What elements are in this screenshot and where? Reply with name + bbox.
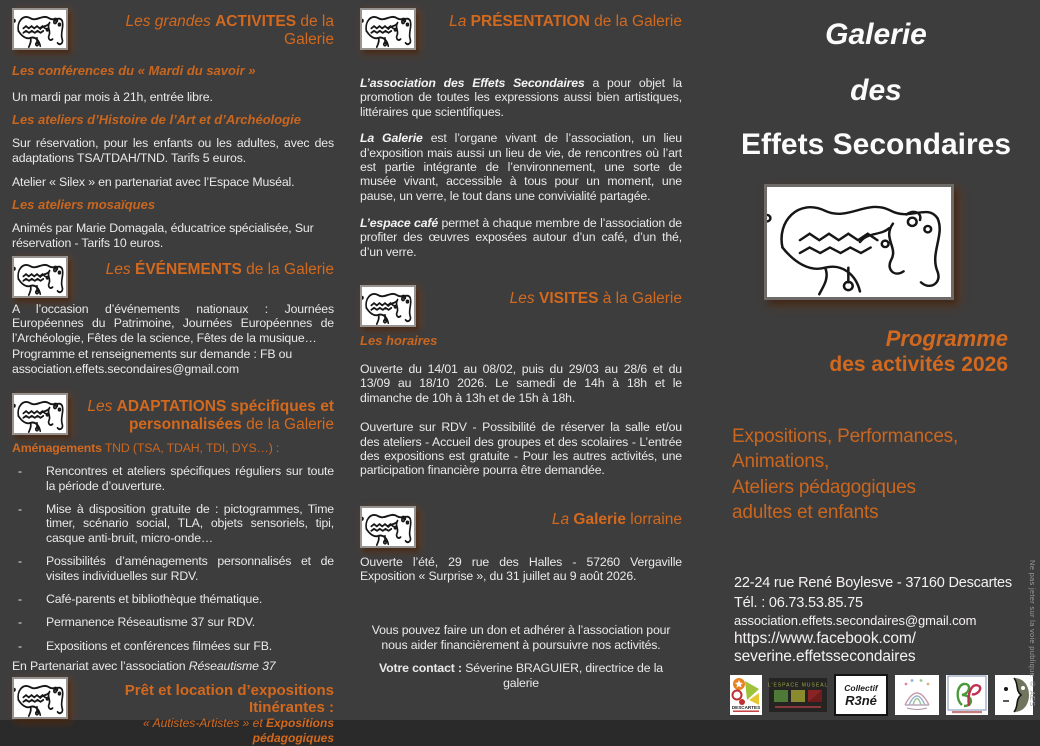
text-horaires: Ouverte du 14/01 au 08/02, puis du 29/03 au 28/6 et du 13/09 au 18/10 2026. Le samedi de 14h à 18h et le dimanche de 10h à 13h et de 15h à 18h. — [360, 362, 682, 405]
partner-logos-row — [730, 674, 1033, 716]
text-contact: Votre contact : Séverine BRAGUIER, directrice de la galerie — [379, 661, 663, 690]
list-item: - Rencontres et ateliers spécifiques réguliers sur toute la période d’ouverture. — [18, 464, 334, 493]
collectif-r3ne-logo — [834, 674, 888, 716]
section-pret-location — [12, 677, 334, 746]
tagline-line1: Expositions, Performances, — [732, 426, 959, 447]
gallery-lineart-icon — [360, 506, 416, 548]
cover-title-line2: des — [850, 74, 902, 107]
gallery-lineart-icon — [12, 393, 68, 435]
espace-museal-logo — [769, 678, 827, 712]
text-ateliers-histoire: Sur réservation, pour les enfants ou les adultes, avec des adaptations TSA/TDAH/TND. Tarifs 5 euros. — [12, 136, 334, 165]
programme-block — [829, 326, 1008, 379]
tagline-line3: Ateliers pédagogiques — [732, 476, 916, 498]
cover-title-line3: Effets Secondaires — [740, 128, 1012, 161]
dash-bullet: - — [18, 638, 22, 653]
tagline-line4: adultes et enfants — [732, 501, 879, 523]
list-item: - Expositions et conférences filmées sur FB. — [18, 638, 273, 653]
dash-bullet: - — [18, 591, 22, 606]
subhead-horaires: Les horaires — [360, 333, 438, 349]
email-line: association.effets.secondaires@gmail.com — [734, 613, 977, 629]
text-partenariat: En Partenariat avec l’association Réseautisme 37 — [12, 659, 276, 674]
section-evenements-title: Les ÉVÉNEMENTS de la Galerie — [105, 261, 334, 279]
facebook-url-line2: severine.effetssecondaires — [734, 647, 916, 665]
text-ateliers-mosaiques: Animés par Marie Domagala, éducatrice spécialisée, Sur réservation - Tarifs 10 euros. — [12, 221, 314, 250]
programme-line1: Programme — [885, 326, 1008, 351]
panel-cover — [712, 0, 1040, 720]
descartes-city-logo — [730, 675, 762, 715]
gallery-lineart-icon — [360, 8, 416, 50]
tagline-line2: Animations, — [732, 451, 830, 473]
programme-line2: des activités 2026 — [829, 353, 1008, 377]
section-visites-header — [360, 285, 682, 327]
pret-location-line1: Prêt et location d’expositions Itinérantes : — [124, 682, 334, 716]
text-galerie-lorraine: Ouverte l’été, 29 rue des Halles - 57260 Vergaville Exposition « Surprise », du 31 juillet au 9 août 2026. — [360, 554, 682, 584]
text-evenements: A l’occasion d’événements nationaux : Journées Européennes du Patrimoine, Journées Européennes de l’Archéologie, Fêtes de la science, Fêtes de la musique… — [12, 302, 334, 345]
address-line: 22-24 rue René Boylesve - 37160 Descartes — [734, 575, 1012, 591]
contact-block — [734, 574, 1034, 666]
facebook-url-line1: https://www.facebook.com/ — [734, 630, 916, 648]
section-activites-title: Les grandes ACTIVITES de la Galerie — [125, 13, 334, 48]
reseautisme-flowers-logo — [895, 675, 939, 715]
list-item: - Mise à disposition gratuite de : pictogrammes, Time timer, scénario social, TLA, objets sensoriels, tipi, casque anti-bruit, micro-onde… — [18, 502, 334, 545]
cover-lineart-image — [764, 184, 954, 300]
cover-tagline — [732, 424, 958, 525]
panel-presentation — [360, 0, 682, 728]
text-association: L’association des Effets Secondaires a pour objet la promotion de toutes les expressions aussi bien artistiques, littéraires que scientifiques. — [360, 76, 682, 119]
list-item: - Café-parents et bibliothèque thématique. — [18, 591, 263, 606]
adaptations-bullet-list — [12, 464, 334, 653]
svg-text:DESCARTES: DESCARTES — [731, 705, 761, 710]
list-item: - Possibilités d’aménagements personnalisés et de visites individuelles sur RDV. — [18, 554, 334, 583]
fineprint-vertical-text: Ne pas jeter sur la voie publique © AES — [1028, 560, 1037, 707]
list-item: - Permanence Réseautisme 37 sur RDV. — [18, 615, 256, 630]
dash-bullet: - — [18, 615, 22, 630]
section-adaptations-header — [12, 393, 334, 435]
bl-association-logo — [946, 675, 988, 715]
text-don-adhesion: Vous pouvez faire un don et adhérer à l’association pour nous aider financièrement à poursuivre nos activités. — [371, 623, 671, 652]
cover-title-line1: Galerie — [825, 18, 927, 51]
gallery-lineart-icon — [12, 677, 68, 719]
section-galerie-lorraine-header — [360, 506, 682, 548]
section-evenements-header — [12, 256, 334, 298]
panel-activites — [12, 0, 334, 746]
dash-bullet: - — [18, 502, 22, 517]
subhead-ateliers-histoire: Les ateliers d’Histoire de l’Art et d’Archéologie — [12, 112, 301, 128]
text-programme-demande: Programme et renseignements sur demande : FB ou association.effets.secondaires@gmail.com — [12, 347, 293, 376]
section-activites-header — [12, 8, 334, 50]
gallery-lineart-icon — [12, 8, 68, 50]
phone-line: Tél. : 06.73.53.85.75 — [734, 594, 863, 611]
text-la-galerie: La Galerie est l’organe vivant de l’association, un lieu d’exposition mais aussi un lieu de vie, de rencontres où l’art est partie intégrante de l’environnement, une sorte de musée vivant, accessible à tous pour un moment, une pause, un verre, le tout dans une convivialité partagée. — [360, 131, 682, 203]
text-conferences: Un mardi par mois à 21h, entrée libre. — [12, 89, 213, 104]
pret-location-title — [76, 677, 334, 746]
pret-location-line2: « Autistes-Artistes » et Expositions pédagogiques — [143, 716, 334, 746]
text-ouverture-rdv: Ouverture sur RDV - Possibilité de réserver la salle et/ou des ateliers - Accueil des groupes et des scolaires - L’entrée des expositions est gratuite - Pour les autres activités, une participation financière pourra être demandée. — [360, 420, 682, 478]
section-presentation-header — [360, 8, 682, 50]
collectif-logo-line1: Collectif — [844, 682, 878, 693]
text-espace-cafe: L’espace café permet à chaque membre de l’association de profiter des œuvres exposées autour d’un café, d’un thé, d’un verre. — [360, 216, 682, 259]
section-visites-title: Les VISITES à la Galerie — [509, 290, 682, 308]
gallery-lineart-icon — [12, 256, 68, 298]
section-adaptations-title: Les ADAPTATIONS spécifiques et personnalisées de la Galerie — [87, 397, 334, 433]
text-atelier-silex: Atelier « Silex » en partenariat avec l’Espace Muséal. — [12, 175, 295, 189]
section-presentation-title: La PRÉSENTATION de la Galerie — [449, 13, 682, 30]
section-galerie-lorraine-title: La Galerie lorraine — [551, 510, 682, 528]
svg-text:L'ESPACE MUSEAL: L'ESPACE MUSEAL — [767, 682, 829, 689]
text-amenagements: Aménagements TND (TSA, TDAH, TDI, DYS…) : — [12, 440, 280, 455]
subhead-conferences: Les conférences du « Mardi du savoir » — [12, 63, 256, 78]
gallery-lineart-icon — [360, 285, 416, 327]
dash-bullet: - — [18, 554, 22, 569]
collectif-logo-line2: R3né — [845, 692, 877, 708]
dash-bullet: - — [18, 464, 22, 479]
subhead-ateliers-mosaiques: Les ateliers mosaïques — [12, 197, 156, 213]
